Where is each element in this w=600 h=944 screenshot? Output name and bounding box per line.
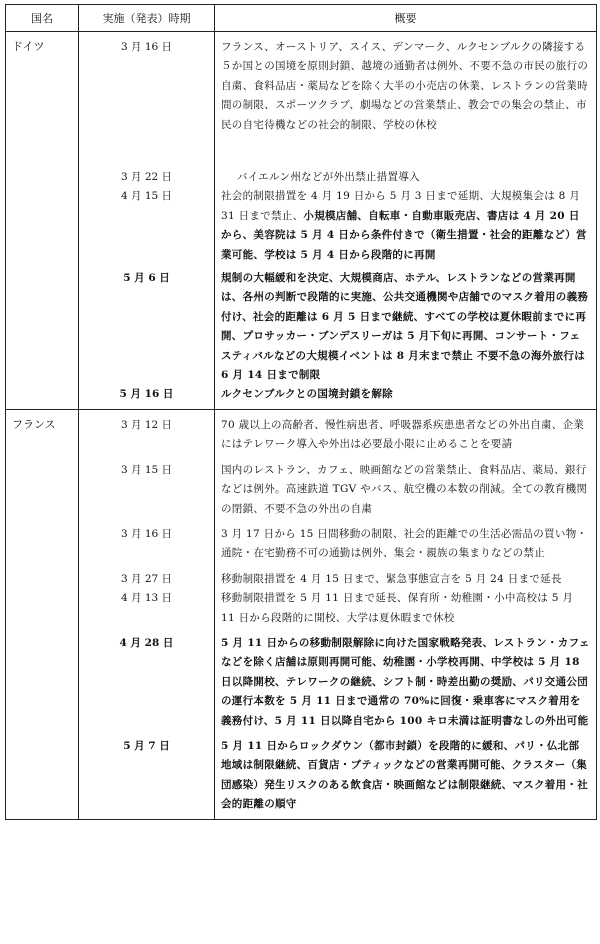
summary-cell: 70 歳以上の高齢者、慢性病患者、呼吸器系疾患患者などの外出自粛、企業にはテレワーク導入や外出は必要最小限に止めることを要請 bbox=[215, 409, 597, 454]
summary-cell: 3 月 17 日から 15 日間移動の制限、社会的距離での生活必需品の買い物・通院・在宅勤務不可の通勤は例外、集会・親族の集まりなどの禁止 bbox=[215, 519, 597, 564]
summary-cell: 移動制限措置を 5 月 11 日まで延長、保育所・幼稚園・小中高校は 5 月 11 日から段階的に開校、大学は夏休暇まで休校 bbox=[215, 589, 597, 628]
date-cell: 4 月 15 日 bbox=[79, 187, 215, 265]
table-row bbox=[6, 265, 597, 385]
table-row bbox=[6, 32, 597, 169]
table-row bbox=[6, 628, 597, 731]
date-cell: 5 月 7 日 bbox=[79, 731, 215, 819]
date-cell: 3 月 22 日 bbox=[79, 168, 215, 187]
summary-cell: ルクセンブルクとの国境封鎖を解除 bbox=[215, 385, 597, 409]
date-cell: 3 月 16 日 bbox=[79, 519, 215, 564]
table-row bbox=[6, 409, 597, 454]
table-row bbox=[6, 589, 597, 628]
summary-cell: 5 月 11 日からの移動制限解除に向けた国家戦略発表、レストラン・カフェなどを除く店舗は原則再開可能、幼稚園・小学校再開、中学校は 5 月 18 日以降開校、テレワークの継続、シフト制・時差出勤の奨励、パリ交通公団の運行本数を 5 月 11 日まで通常の 70%に回復・乗車客にマスク着用を義務付け、5 月 11 日以降自宅から 100 キロ未満は証明書なしの外出可能 bbox=[215, 628, 597, 731]
summary-cell: 規制の大幅緩和を決定、大規模商店、ホテル、レストランなどの営業再開は、各州の判断で段階的に実施、公共交通機関や店舗でのマスク着用の義務付け、社会的距離は 6 月 5 日まで継続、すべての学校は夏休暇前までに再開、プロサッカー・ブンデスリーガは 5 月下旬に再開、コンサート・フェスティバルなどの大規模イベントは 8 月末まで禁止 不要不急の海外旅行は 6 月 14 日まで制限 bbox=[215, 265, 597, 385]
summary-cell: バイエルン州などが外出禁止措置導入 bbox=[215, 168, 597, 187]
table-row bbox=[6, 564, 597, 589]
header-summary: 概要 bbox=[215, 5, 597, 32]
table-row bbox=[6, 519, 597, 564]
table-row bbox=[6, 731, 597, 819]
date-cell: 5 月 16 日 bbox=[79, 385, 215, 409]
date-cell: 4 月 28 日 bbox=[79, 628, 215, 731]
summary-cell: 5 月 11 日からロックダウン（都市封鎖）を段階的に緩和、パリ・仏北部地域は制限継続、百貨店・ブティックなどの営業再開可能、クラスター（集団感染）発生リスクのある飲食店・映画館などは制限継続、マスク着用・社会的距離の順守 bbox=[215, 731, 597, 819]
date-cell: 5 月 6 日 bbox=[79, 265, 215, 385]
date-cell: 4 月 13 日 bbox=[79, 589, 215, 628]
summary-cell: 国内のレストラン、カフェ、映画館などの営業禁止、食料品店、薬局、銀行などは例外。高速鉄道 TGV やバス、航空機の本数の削減。全ての教育機関の閉鎖、不要不急の外出の自粛 bbox=[215, 455, 597, 519]
summary-cell: 移動制限措置を 4 月 15 日まで、緊急事態宣言を 5 月 24 日まで延長 bbox=[215, 564, 597, 589]
date-cell: 3 月 16 日 bbox=[79, 32, 215, 169]
summary-text-bold: 小規模店舗、自転車・自動車販売店、書店は 4 月 20 日から、美容院は 5 月 4 日から条件付きで（衛生措置・社会的距離など）営業可能、学校は 5 月 4 日から段階的に再開 bbox=[221, 209, 587, 261]
country-cell-france: フランス bbox=[6, 409, 79, 819]
header-country: 国名 bbox=[6, 5, 79, 32]
header-date: 実施（発表）時期 bbox=[79, 5, 215, 32]
date-cell: 3 月 27 日 bbox=[79, 564, 215, 589]
measures-table bbox=[5, 4, 597, 820]
table-row bbox=[6, 455, 597, 519]
table-row bbox=[6, 187, 597, 265]
summary-cell: フランス、オーストリア、スイス、デンマーク、ルクセンブルクの隣接する５か国との国境を原則封鎖、越境の通勤者は例外、不要不急の市民の旅行の自粛、食料品店・薬局などを除く大半の小売店の休業、レストランの営業時間の制限、スポーツクラブ、劇場などの営業禁止、教会での集会の禁止、市民の自宅待機などの社会的制限、学校の休校 bbox=[215, 32, 597, 169]
summary-text: 社会的制限措置を 4 月 19 日から 5 月 3 日まで延期、大規模集会は 8 月 31 日まで禁止、 bbox=[221, 190, 581, 222]
table-row bbox=[6, 385, 597, 409]
date-cell: 3 月 12 日 bbox=[79, 409, 215, 454]
summary-cell bbox=[215, 187, 597, 265]
date-cell: 3 月 15 日 bbox=[79, 455, 215, 519]
table-row bbox=[6, 168, 597, 187]
table-header-row bbox=[6, 5, 597, 32]
country-cell-germany: ドイツ bbox=[6, 32, 79, 410]
